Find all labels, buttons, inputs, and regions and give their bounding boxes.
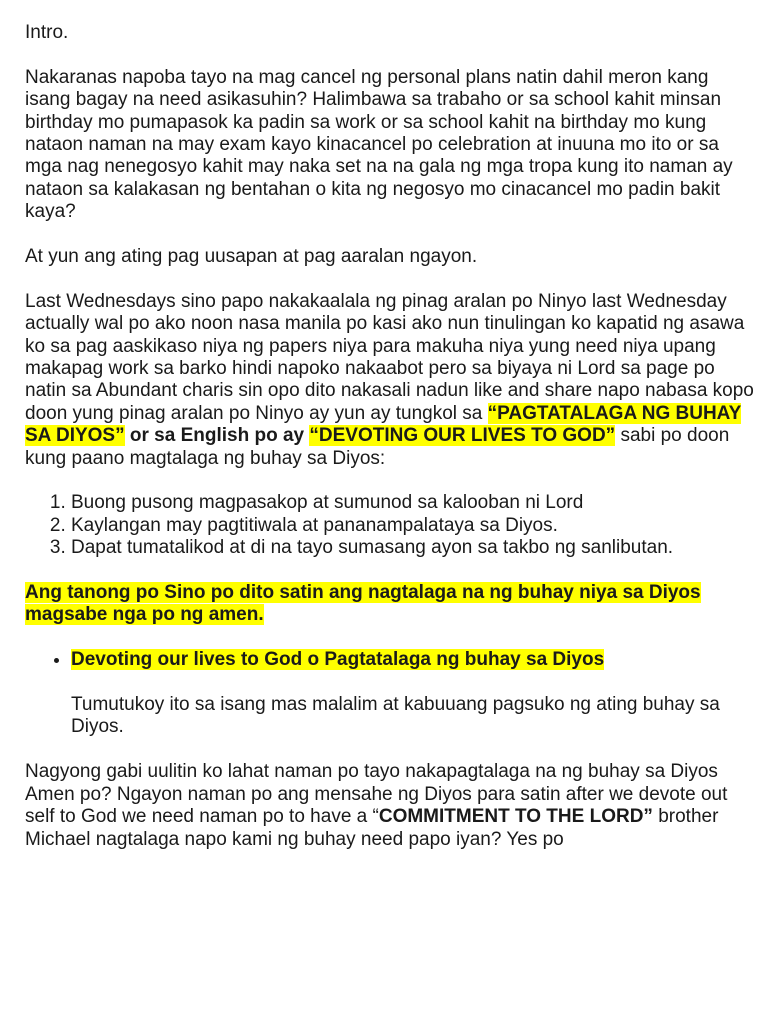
bold-commitment-text: COMMITMENT TO THE LORD” [378, 806, 653, 828]
highlighted-question [25, 582, 755, 627]
list-item: 2. Kaylangan may pagtitiwala at pananampalataya sa Diyos. [71, 515, 755, 537]
paragraph-opening-question: Nakaranas napoba tayo na mag cancel ng personal plans natin dahil meron kang isang bagay na need asikasuhin? Halimbawa sa trabaho or sa school kahit minsan birthday mo pumapasok ka padin sa work or sa school kahit na birthday mo kung nataon naman na may exam kayo kinacancel po celebration at inuuna mo ito or sa mga nag nenegosyo kahit may naka set na na gala ng mga tropa kung ito naman ay nataon sa kalakasan ng bentahan o kita ng negosyo mo cinacancel mo padin bakit kaya? [25, 66, 733, 223]
highlighted-title-english: “DEVOTING OUR LIVES TO GOD” [309, 425, 616, 447]
intro-heading: Intro. [25, 22, 69, 43]
paragraph-text: Nagyong gabi uulitin ko lahat naman po tayo nakapagtalaga na ng buhay sa Diyos Amen po? Ngayon naman po ang mensahe ng Diyos para satin after we devote out self to God we need naman po to have a “ [25, 761, 728, 828]
question-text: Ang tanong po Sino po dito satin ang nagtalaga na ng buhay niya sa Diyos magsabe nga po ng amen. [25, 582, 701, 626]
paragraph-commitment [25, 761, 755, 851]
bullet-text: Devoting our lives to God o Pagtatalaga ng buhay sa Diyos [71, 649, 605, 671]
list-item: 3. Dapat tumatalikod at di na tayo sumasang ayon sa takbo ng sanlibutan. [71, 537, 755, 559]
bullet-item [71, 649, 755, 671]
bold-connector-text: or sa English po ay [124, 425, 310, 447]
bullet-list [25, 649, 755, 671]
bullet-description: Tumutukoy ito sa isang mas malalim at kabuuang pagsuko ng ating buhay sa Diyos. [71, 694, 720, 738]
paragraph-topic-statement: At yun ang ating pag uusapan at pag aaralan ngayon. [25, 246, 478, 268]
list-item: 1. Buong pusong magpasakop at sumunod sa kalooban ni Lord [71, 492, 755, 514]
numbered-list [25, 492, 755, 559]
paragraph-text: brother Michael nagtalaga napo kami ng buhay need papo iyan? Yes po [25, 806, 719, 850]
paragraph-text: Last Wednesdays sino papo nakakaalala ng pinag aralan po Ninyo last Wednesday actually wal po ako noon nasa manila po kasi ako nun tinulingan ko kapatid ng asawa ko sa pag aaskikaso niya ng papers niya para makuha niya yung need niya upang makapag work sa barko hindi napoko nakaabot pero sa biyaya ni Lord sa page po natin sa Abundant charis sin opo dito nakasali nadun like and share napo nabasa kopo doon yung pinag aralan po Ninyo ay yun ay tungkol sa [25, 290, 754, 424]
paragraph-text: sabi po doon kung paano magtalaga ng buhay sa Diyos: [25, 425, 730, 469]
document-page [25, 22, 755, 873]
highlighted-title-tagalog: “PAGTATALAGA NG BUHAY SA DIYOS” [25, 402, 742, 447]
paragraph-last-wednesday [25, 291, 755, 470]
